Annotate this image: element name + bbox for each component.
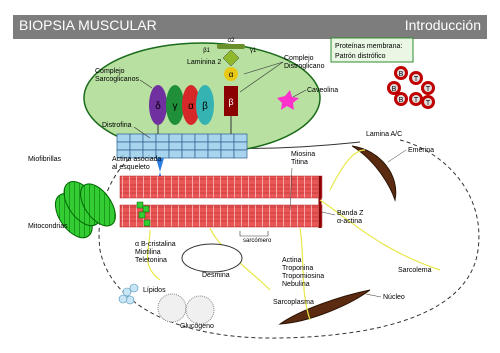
lipid-droplets xyxy=(119,284,138,304)
label-desmina: Desmina xyxy=(202,272,230,279)
label-complejo-sarco: Complejo Sarcoglicanos xyxy=(95,68,139,83)
label-sarcoplasma: Sarcoplasma xyxy=(273,299,314,306)
bt-badges xyxy=(387,66,435,109)
legend-line1: Proteínas membrana: xyxy=(335,43,403,50)
label-delta: δ xyxy=(155,101,161,112)
label-actina-tropo: Actina Troponina Tropomiosina Nebulina xyxy=(282,257,325,288)
label-actina-asociada: Actina asociada al esqueleto xyxy=(112,156,162,171)
section-title: Introducción xyxy=(404,17,481,33)
label-lamina: Lamina A/C xyxy=(366,131,403,138)
label-lipidos: Lípidos xyxy=(143,287,166,294)
cell-outline xyxy=(99,140,479,338)
desmin-oval xyxy=(182,244,242,272)
label-alpha-b: α B-cristalina Miotilina Teletonina xyxy=(135,241,176,264)
laminin-bar xyxy=(217,44,245,49)
label-nucleo: Núcleo xyxy=(383,294,405,301)
sarcomere-bracket xyxy=(240,231,268,236)
label-caveolina: Caveolina xyxy=(307,87,339,94)
label-sarcomero: sarcómero xyxy=(243,238,272,244)
label-distrofina: Distrofina xyxy=(102,122,132,129)
legend-line2: Patrón distrófico xyxy=(335,53,386,60)
nucleus-emerina xyxy=(352,146,396,200)
label-beta1: β1 xyxy=(203,48,210,54)
label-beta: β xyxy=(202,101,208,112)
label-emerina: Emerina xyxy=(408,147,435,154)
badge-text: T xyxy=(413,97,419,104)
label-mitocondrias: Mitocondrias xyxy=(28,223,68,230)
label-glucogeno: Glucógeno xyxy=(180,323,214,330)
badge-text: T xyxy=(425,86,431,93)
label-miosina: Miosina Titina xyxy=(291,151,316,166)
glycogen-right xyxy=(186,296,214,324)
label-banda-z: Banda Z α-actina xyxy=(337,210,364,225)
badge-text: B xyxy=(391,86,397,93)
myofibril-lower xyxy=(120,205,322,227)
label-complejo-distro: Complejo Distroglicano xyxy=(284,55,325,70)
label-beta-dark: β xyxy=(228,97,234,107)
mitochondria xyxy=(45,169,122,248)
badge-text: B xyxy=(398,71,404,78)
badge-text: B xyxy=(398,97,404,104)
label-sigma2: σ2 xyxy=(227,38,235,44)
label-miofibrillas: Miofibrillas xyxy=(28,156,62,163)
badge-text: T xyxy=(425,100,431,107)
label-alpha: α xyxy=(188,101,194,112)
nucleus-lower xyxy=(280,290,370,324)
glycogen-left xyxy=(158,294,186,322)
label-laminina: Laminina 2 xyxy=(187,59,222,66)
label-gamma: γ xyxy=(172,101,178,112)
badge-text: T xyxy=(413,76,419,83)
label-gamma1: γ1 xyxy=(250,48,257,54)
slide-title: BIOPSIA MUSCULAR xyxy=(19,17,157,33)
label-alpha-small: α xyxy=(228,70,234,79)
label-sarcolema: Sarcolema xyxy=(398,267,432,274)
dystrophin-blocks xyxy=(117,134,247,158)
